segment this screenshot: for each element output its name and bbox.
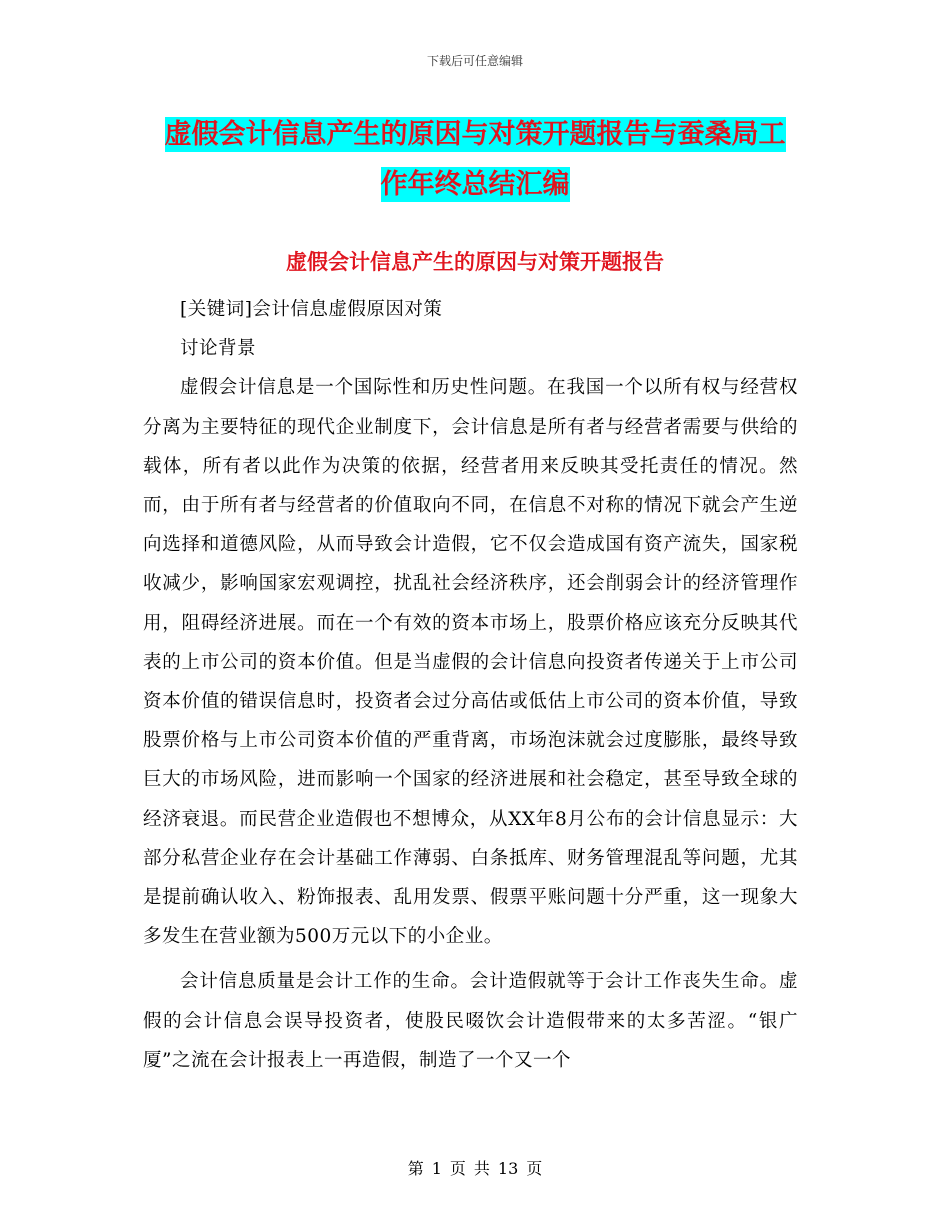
document-body (143, 290, 798, 1080)
footer-page-total: 13 (497, 1159, 519, 1178)
paragraph-1: 虚假会计信息是一个国际性和历史性问题。在我国一个以所有权与经营权分离为主要特征的现代企业制度下，会计信息是所有者与经营者需要与供给的载体，所有者以此作为决策的依据，经营者用来反映其受托责任的情况。然而，由于所有者与经营者的价值取向不同，在信息不对称的情况下就会产生逆向选择和道德风险，从而导致会计造假，它不仅会造成国有资产流失，国家税收减少，影响国家宏观调控，扰乱社会经济秩序，还会削弱会计的经济管理作用，阻碍经济进展。而在一个有效的资本市场上，股票价格应该充分反映其代表的上市公司的资本价值。但是当虚假的会计信息向投资者传递关于上市公司资本价值的错误信息时，投资者会过分高估或低估上市公司的资本价值，导致股票价格与上市公司资本价值的严重背离，市场泡沫就会过度膨胀，最终导致巨大的市场风险，进而影响一个国家的经济进展和社会稳定，甚至导致全球的经济衰退。而民营企业造假也不想博众，从XX年8月公布的会计信息显示：大部分私营企业存在会计基础工作薄弱、白条抵库、财务管理混乱等问题，尤其是提前确认收入、粉饰报表、乱用发票、假票平账问题十分严重，这一现象大多发生在营业额为500万元以下的小企业。 (143, 377, 798, 948)
document-title-line1: 虚假会计信息产生的原因与对策开题报告与蚕桑局工 (164, 119, 786, 150)
section-title: 虚假会计信息产生的原因与对策开题报告 (286, 250, 664, 274)
header-note: 下载后可任意编辑 (426, 54, 523, 68)
document-title-line2: 作年终总结汇编 (380, 169, 570, 200)
footer-page-label: 页 (449, 1159, 466, 1178)
footer-total-prefix: 共 (473, 1159, 490, 1178)
document-title (140, 110, 810, 210)
footer-prefix: 第 (407, 1159, 424, 1178)
heading-background: 讨论背景 (180, 338, 257, 360)
paragraph-2: 会计信息质量是会计工作的生命。会计造假就等于会计工作丧失生命。虚假的会计信息会误导投资者，使股民啜饮会计造假带来的太多苦涩。“银广厦”之流在会计报表上一再造假，制造了一个又一个 (143, 971, 798, 1071)
page-footer (0, 1156, 950, 1179)
keywords-line: [关键词]会计信息虚假原因对策 (180, 299, 443, 320)
footer-page-number: 1 (431, 1159, 442, 1178)
footer-suffix: 页 (526, 1159, 543, 1178)
